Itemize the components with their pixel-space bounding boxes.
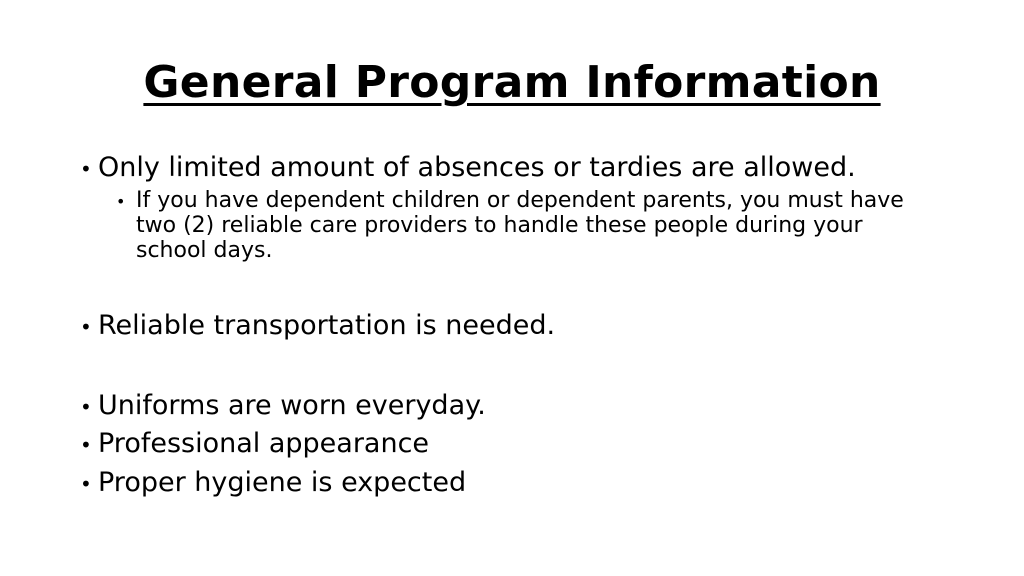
sub-bullet-item	[116, 188, 936, 263]
bullet-text: Proper hygiene is expected	[98, 467, 467, 498]
bullet-item	[80, 428, 429, 461]
bullet-dot-icon: •	[80, 433, 92, 457]
bullet-dot-icon: •	[80, 315, 92, 339]
bullet-text: Uniforms are worn everyday.	[98, 390, 486, 421]
bullet-dot-icon: •	[80, 472, 92, 496]
bullet-item	[80, 390, 486, 423]
bullet-item	[80, 310, 555, 343]
bullet-dot-icon: •	[80, 395, 92, 419]
sub-bullet-dot-icon: •	[116, 192, 126, 211]
bullet-item	[80, 467, 466, 500]
bullet-text: Reliable transportation is needed.	[98, 310, 556, 341]
bullet-text: Professional appearance	[98, 428, 430, 459]
bullet-item	[80, 152, 856, 185]
slide-title: General Program Information	[143, 57, 881, 108]
bullet-text: Only limited amount of absences or tardies are allowed.	[98, 152, 856, 183]
sub-bullet-text: If you have dependent children or dependent parents, you must have two (2) reliable care providers to handle these people during your school days.	[136, 188, 904, 263]
bullet-dot-icon: •	[80, 157, 92, 181]
